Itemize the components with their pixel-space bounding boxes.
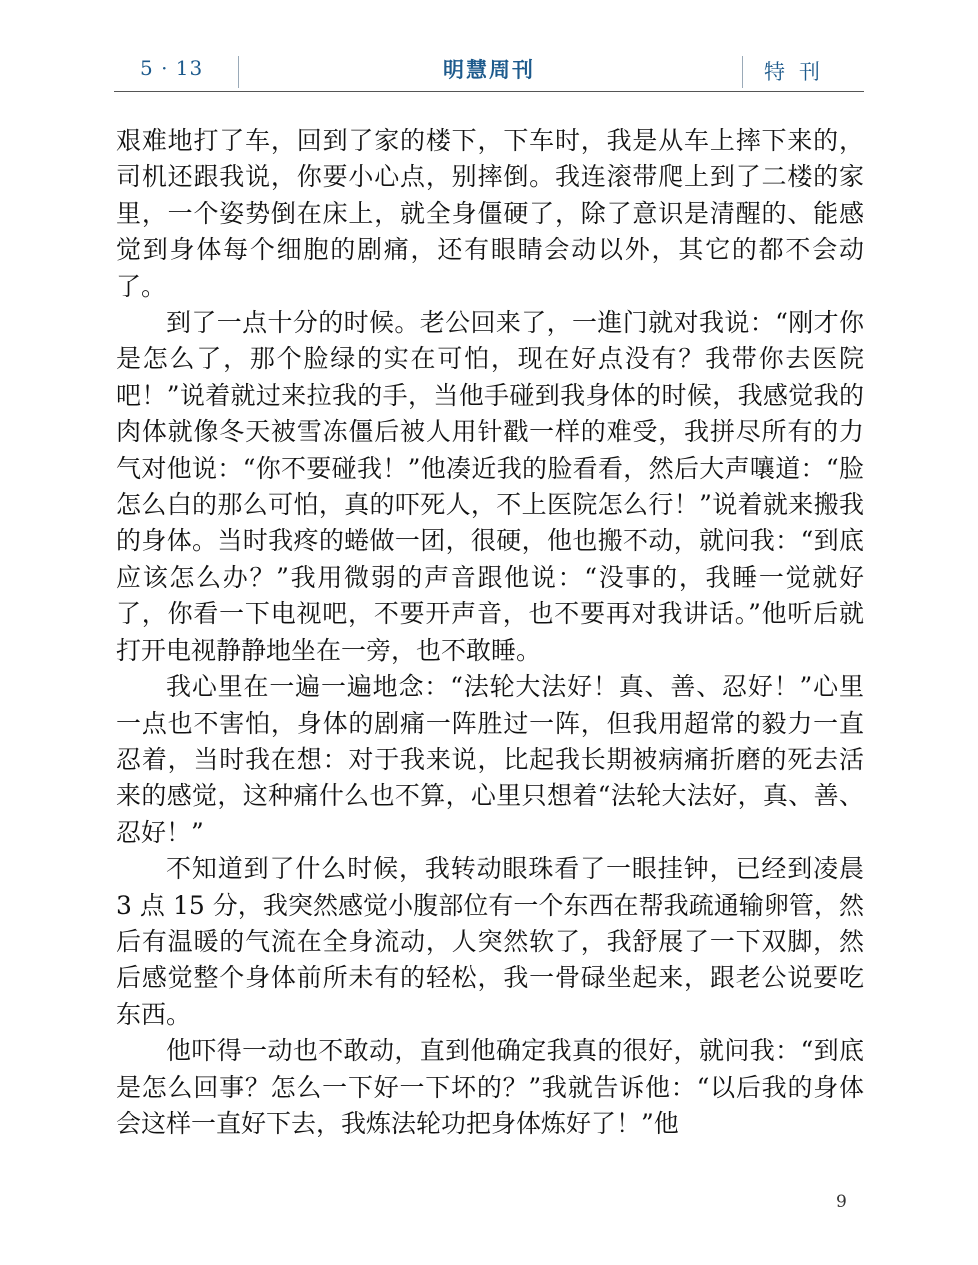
- page-header: [114, 48, 864, 92]
- special-issue-tag: 特刊: [764, 60, 834, 84]
- paragraph: 艰难地打了车，回到了家的楼下，下车时，我是从车上摔下来的，司机还跟我说，你要小心点，别摔倒。我连滚带爬上到了二楼的家里，一个姿势倒在床上，就全身僵硬了，除了意识是清醒的、能感觉到身体每个细胞的剧痛，还有眼睛会动以外，其它的都不会动了。: [116, 126, 864, 301]
- paragraph: 不知道到了什么时候，我转动眼珠看了一眼挂钟，已经到凌晨 3 点 15 分，我突然感觉小腹部位有一个东西在帮我疏通输卵管，然后有温暖的气流在全身流动，人突然软了，我舒展了一下双脚，然后感觉整个身体前所未有的轻松，我一骨碌坐起来，跟老公说要吃东西。: [116, 854, 864, 1029]
- header-rule: [114, 91, 864, 92]
- article-body: [116, 123, 864, 1142]
- paragraph: 我心里在一遍一遍地念：“法轮大法好！真、善、忍好！”心里一点也不害怕，身体的剧痛一阵胜过一阵，但我用超常的毅力一直忍着，当时我在想：对于我来说，比起我长期被病痛折磨的死去活来的感觉，这种痛什么也不算，心里只想着“法轮大法好，真、善、忍好！”: [116, 672, 864, 847]
- paragraph: 到了一点十分的时候。老公回来了，一進门就对我说：“刚才你是怎么了，那个脸绿的实在可怕，现在好点没有？我带你去医院吧！”说着就过来拉我的手，当他手碰到我身体的时候，我感觉我的肉体就像冬天被雪冻僵后被人用针戳一样的难受，我拼尽所有的力气对他说：“你不要碰我！”他凑近我的脸看看，然后大声嚷道：“脸怎么白的那么可怕，真的吓死人，不上医院怎么行！”说着就来搬我的身体。当时我疼的蜷做一团，很硬，他也搬不动，就问我：“到底应该怎么办？”我用微弱的声音跟他说：“没事的，我睡一觉就好了，你看一下电视吧，不要开声音，也不要再对我讲话。”他听后就打开电视静静地坐在一旁，也不敢睡。: [116, 308, 864, 665]
- issue-date: 5 · 13: [140, 56, 204, 80]
- header-divider: [742, 56, 743, 88]
- paragraph: 他吓得一动也不敢动，直到他确定我真的很好，就问我：“到底是怎么回事？怎么一下好一下坏的？”我就告诉他：“以后我的身体会这样一直好下去，我炼法轮功把身体炼好了！”他: [116, 1036, 864, 1138]
- publication-title: 明慧周刊: [443, 58, 535, 82]
- page-number: 9: [836, 1192, 847, 1212]
